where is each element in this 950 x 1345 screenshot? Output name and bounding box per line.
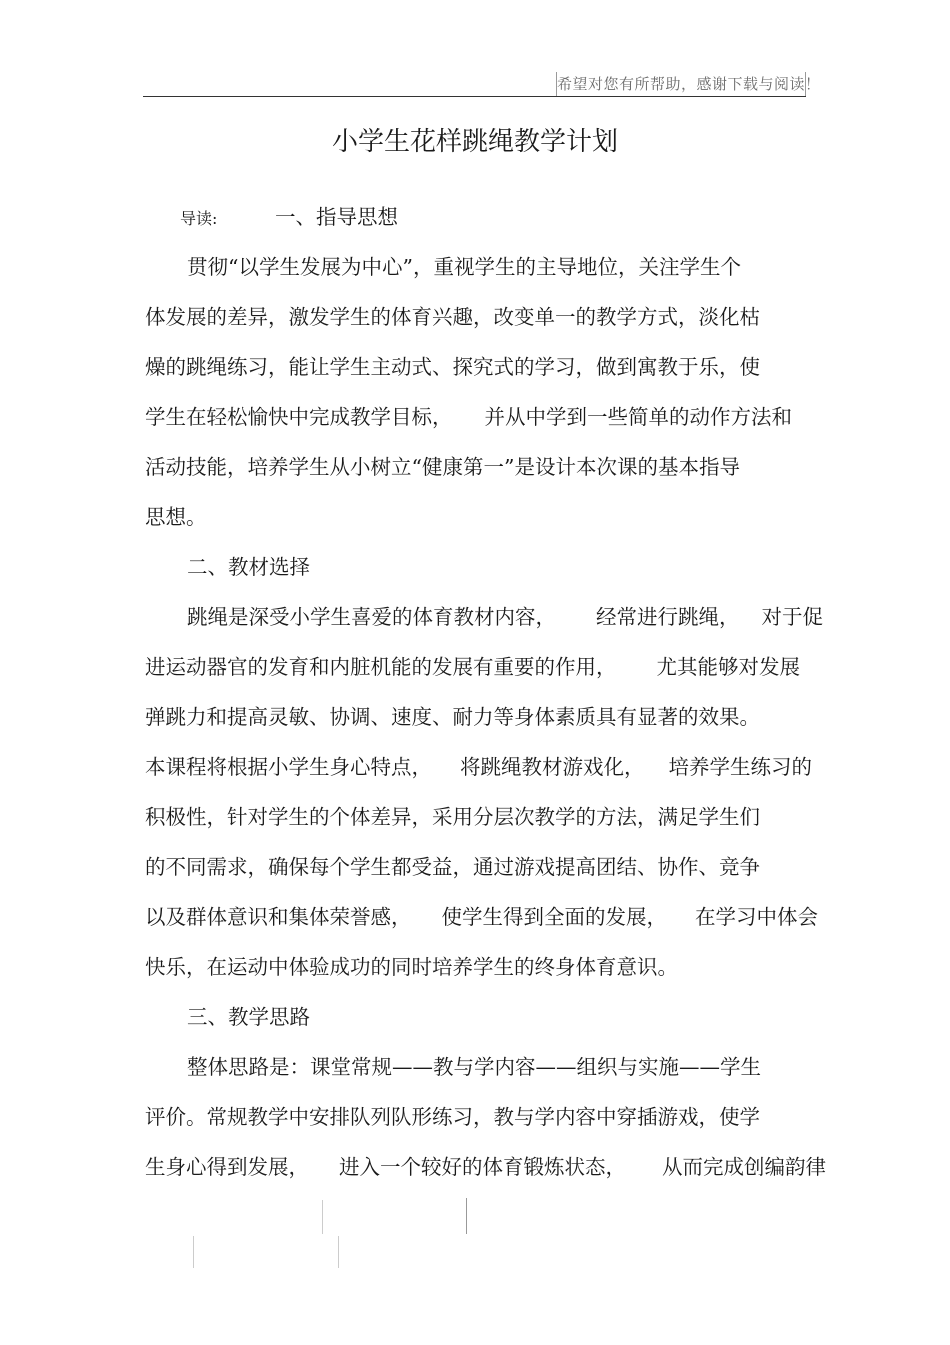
p1-line-1: 贯彻“以学生发展为中心”，重视学生的主导地位，关注学生个: [187, 255, 741, 279]
scan-rule: [338, 1236, 339, 1268]
p3-line-1: 整体思路是：课堂常规——教与学内容——组织与实施——学生: [187, 1055, 761, 1079]
scan-rule: [193, 1236, 194, 1268]
p2-line-2a: 进运动器官的发育和内脏机能的发展有重要的作用，: [145, 655, 617, 679]
header-note: 希望对您有所帮助，感谢下载与阅读！: [556, 72, 806, 96]
p2-line-4a: 本课程将根据小学生身心特点，: [145, 755, 432, 779]
section-heading-3: 三、教学思路: [187, 1005, 310, 1029]
p1-line-5: 活动技能，培养学生从小树立“健康第一”是设计本次课的基本指导: [145, 455, 740, 479]
section-heading-1: 一、指导思想: [275, 205, 398, 229]
page-title: 小学生花样跳绳教学计划: [331, 127, 618, 157]
guide-label: 导读:: [180, 209, 218, 228]
header-rule: [143, 96, 806, 97]
p2-line-7a: 以及群体意识和集体荣誉感，: [145, 905, 412, 929]
p2-line-7c: 在学习中体会: [695, 905, 818, 929]
p1-line-2: 体发展的差异，激发学生的体育兴趣，改变单一的教学方式，淡化枯: [145, 305, 760, 329]
p2-line-7b: 使学生得到全面的发展，: [441, 905, 667, 929]
p3-line-3c: 从而完成创编韵律: [662, 1155, 826, 1179]
p1-line-6: 思想。: [145, 505, 207, 529]
p2-line-1a: 跳绳是深受小学生喜爱的体育教材内容，: [187, 605, 556, 629]
p2-line-8: 快乐，在运动中体验成功的同时培养学生的终身体育意识。: [145, 955, 678, 979]
p2-line-2: [145, 652, 800, 682]
p2-line-2b: 尤其能够对发展: [656, 655, 800, 679]
p2-line-4: [145, 752, 812, 782]
p2-line-3: 弹跳力和提高灵敏、协调、速度、耐力等身体素质具有显著的效果。: [145, 705, 760, 729]
p3-line-3b: 进入一个较好的体育锻炼状态，: [339, 1155, 626, 1179]
p3-line-3a: 生身心得到发展，: [145, 1155, 309, 1179]
p3-line-2: 评价。常规教学中安排队列队形练习，教与学内容中穿插游戏，使学: [145, 1105, 760, 1129]
p2-line-1b: 经常进行跳绳，: [596, 605, 740, 629]
p1-line-4b: 并从中学到一些简单的动作方法和: [484, 405, 792, 429]
p2-line-4c: 培养学生练习的: [668, 755, 812, 779]
p3-line-3: [145, 1152, 826, 1182]
scan-rule: [466, 1198, 467, 1234]
p1-line-4a: 学生在轻松愉快中完成教学目标，: [145, 405, 453, 429]
p2-line-7: [145, 902, 818, 932]
p1-line-3: 燥的跳绳练习，能让学生主动式、探究式的学习，做到寓教于乐，使: [145, 355, 760, 379]
p2-line-1c: 对于促: [761, 605, 823, 629]
p2-line-1: [187, 602, 823, 632]
p2-line-5: 积极性，针对学生的个体差异，采用分层次教学的方法，满足学生们: [145, 805, 760, 829]
p2-line-6: 的不同需求，确保每个学生都受益，通过游戏提高团结、协作、竞争: [145, 855, 760, 879]
p1-line-4: [145, 402, 792, 432]
scan-rule: [322, 1200, 323, 1234]
section-heading-2: 二、教材选择: [187, 555, 310, 579]
p2-line-4b: 将跳绳教材游戏化，: [460, 755, 645, 779]
